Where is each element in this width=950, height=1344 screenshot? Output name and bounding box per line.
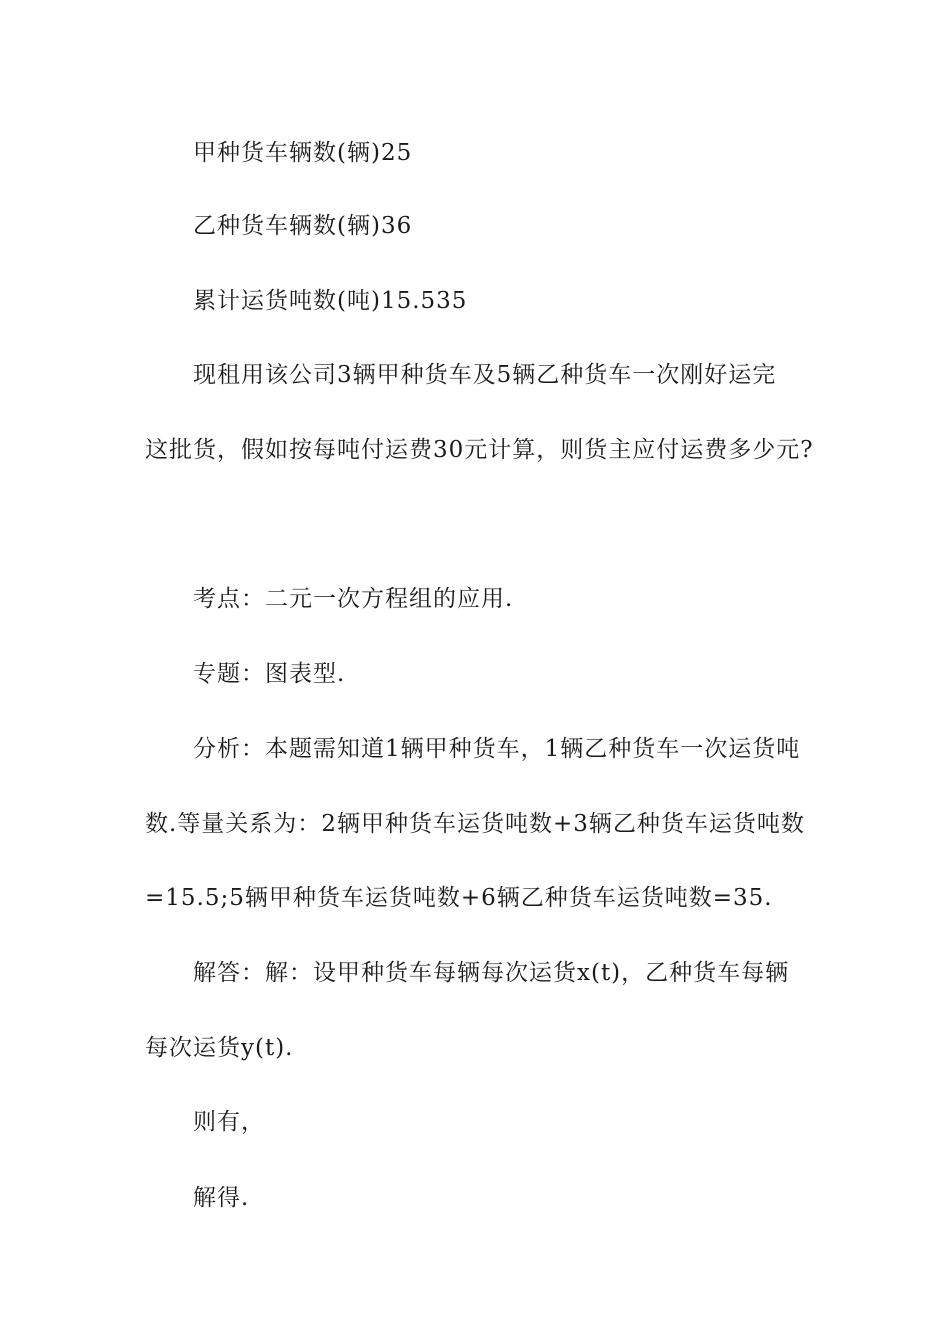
table-row-total-tons: 累计运货吨数(吨)15.535 xyxy=(193,288,468,314)
fenxi-line-1: 分析：本题需知道1辆甲种货车，1辆乙种货车一次运货吨 xyxy=(193,736,801,762)
zeyou-line: 则有， xyxy=(193,1109,265,1135)
fenxi-line-3: =15.5;5辆甲种货车运货吨数+6辆乙种货车运货吨数=35. xyxy=(145,885,773,911)
kaodian-line: 考点：二元一次方程组的应用. xyxy=(193,586,514,612)
table-row-jia-trucks: 甲种货车辆数(辆)25 xyxy=(193,140,413,166)
fenxi-line-2: 数.等量关系为：2辆甲种货车运货吨数+3辆乙种货车运货吨数 xyxy=(145,811,805,837)
jiede-line: 解得. xyxy=(193,1185,250,1211)
zhuanti-line: 专题：图表型. xyxy=(193,661,346,687)
question-line-2: 这批货，假如按每吨付运费30元计算，则货主应付运费多少元? xyxy=(145,437,814,463)
question-line-1: 现租用该公司3辆甲种货车及5辆乙种货车一次刚好运完 xyxy=(193,362,777,388)
jieda-line-2: 每次运货y(t). xyxy=(145,1035,294,1061)
table-row-yi-trucks: 乙种货车辆数(辆)36 xyxy=(193,213,413,239)
jieda-line-1: 解答：解：设甲种货车每辆每次运货x(t)，乙种货车每辆 xyxy=(193,960,790,986)
